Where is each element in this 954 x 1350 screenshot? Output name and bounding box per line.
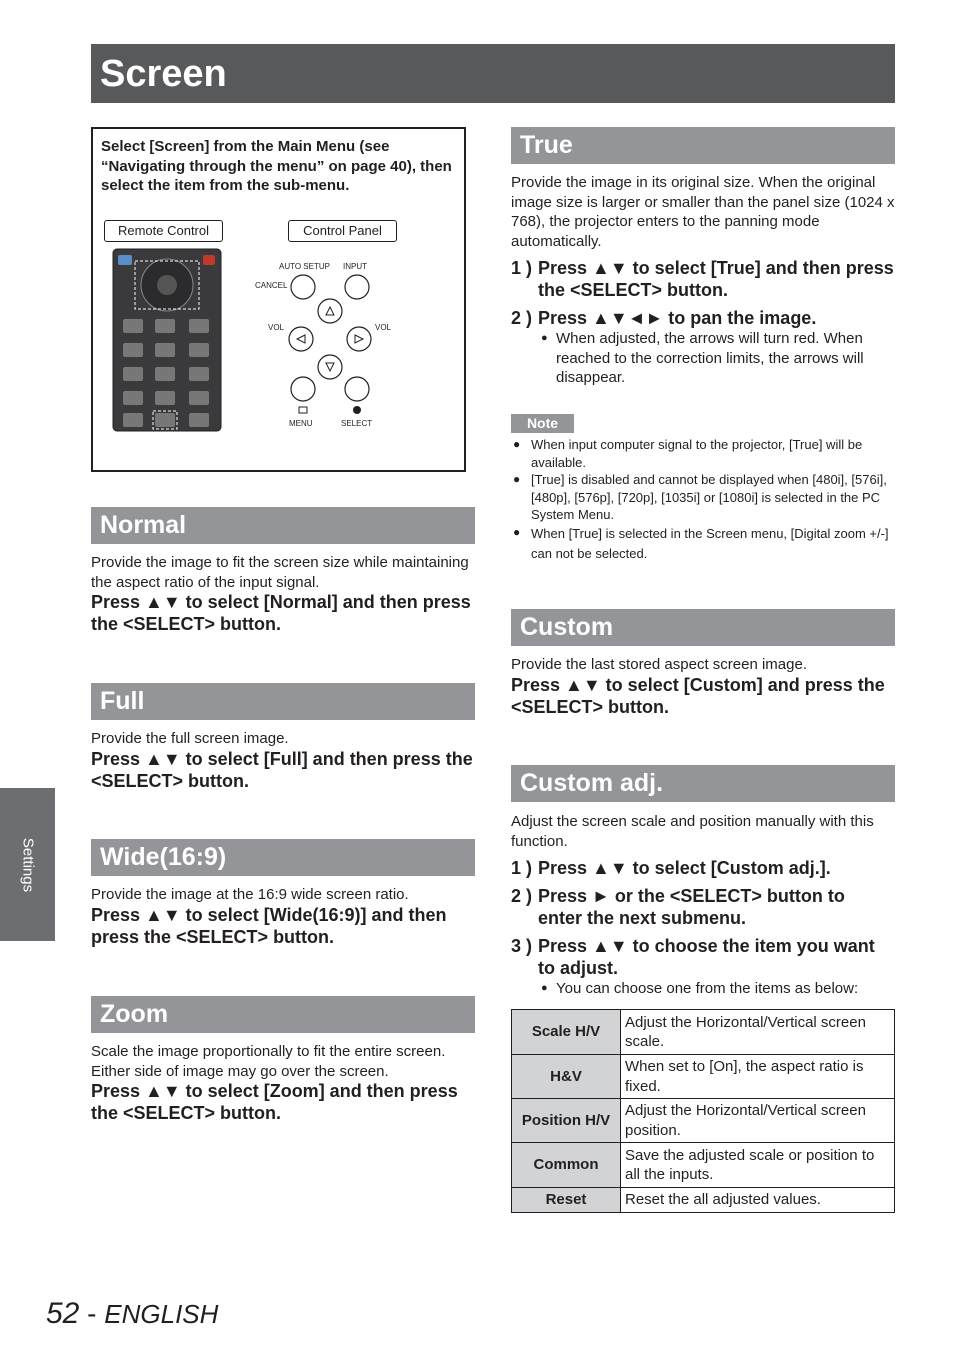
custom-description: Provide the last stored aspect screen image. xyxy=(511,656,807,673)
custom-adj-step-1 xyxy=(511,857,895,879)
note-text: [True] is disabled and cannot be displayed when [480i], [576i], [480p], [576p], [720p], [1035i] or [1080i] is selected in the PC System Menu. xyxy=(531,472,887,522)
step-number: 1 ) xyxy=(511,858,533,878)
section-custom-header xyxy=(511,609,895,646)
step-text: Press ▲▼ to select [Custom adj.]. xyxy=(538,858,831,878)
step-text: Press ▲▼ to choose the item you want to adjust. xyxy=(538,936,875,978)
section-wide-title: Wide(16:9) xyxy=(100,843,227,871)
table-item: Reset xyxy=(512,1188,621,1213)
section-custom-adj-header xyxy=(511,765,895,802)
table-desc: When set to [On], the aspect ratio is fixed. xyxy=(621,1055,895,1099)
select-label: SELECT xyxy=(341,419,373,428)
full-instruction: Press ▲▼ to select [Full] and then press the <SELECT> button. xyxy=(91,749,473,791)
menu-navigation-box xyxy=(91,127,466,472)
table-item: Scale H/V xyxy=(512,1010,621,1055)
table-item: H&V xyxy=(512,1055,621,1099)
step-text: Press ▲▼◄► to pan the image. xyxy=(538,308,817,328)
wide-instruction: Press ▲▼ to select [Wide(16:9)] and then press the <SELECT> button. xyxy=(91,905,447,947)
step-number: 1 ) xyxy=(511,258,533,278)
page-number: 52 xyxy=(46,1297,80,1330)
note-text: When [True] is selected in the Screen menu, [Digital zoom +/-] can not be selected. xyxy=(531,526,889,561)
page-title-bar xyxy=(91,44,895,103)
section-custom-title: Custom xyxy=(520,613,614,641)
table-desc: Reset the all adjusted values. xyxy=(621,1188,895,1213)
table-row xyxy=(512,1055,895,1099)
step-text: Press ▲▼ to select [True] and then press the <SELECT> button. xyxy=(538,258,894,300)
side-tab-label: Settings xyxy=(19,837,36,892)
menu-label: MENU xyxy=(289,419,313,428)
section-full-title: Full xyxy=(100,687,145,715)
section-full-header xyxy=(91,683,475,720)
remote-control-illustration xyxy=(111,247,225,433)
section-zoom-title: Zoom xyxy=(100,1000,169,1028)
remote-control-label: Remote Control xyxy=(104,220,223,242)
step-text: Press ► or the <SELECT> button to enter the next submenu. xyxy=(538,886,845,928)
step-number: 2 ) xyxy=(511,886,533,906)
page-title: Screen xyxy=(100,53,227,95)
full-description: Provide the full screen image. xyxy=(91,730,289,747)
control-panel-label: Control Panel xyxy=(288,220,397,242)
bullet-text: You can choose one from the items as below: xyxy=(556,980,859,997)
custom-adj-step-3 xyxy=(511,935,895,979)
bullet-icon: ● xyxy=(541,982,548,994)
custom-adj-step-2 xyxy=(511,885,895,929)
table-row xyxy=(512,1143,895,1188)
bullet-icon: ● xyxy=(513,472,521,486)
section-custom-adj-title: Custom adj. xyxy=(520,769,664,797)
true-step-2 xyxy=(511,307,895,329)
table-item: Position H/V xyxy=(512,1099,621,1143)
settings-side-tab xyxy=(0,788,55,941)
normal-instruction: Press ▲▼ to select [Normal] and then press the <SELECT> button. xyxy=(91,592,471,634)
table-desc: Save the adjusted scale or position to all the inputs. xyxy=(621,1143,895,1188)
footer-language: ENGLISH xyxy=(104,1299,219,1329)
bullet-icon: ● xyxy=(541,332,548,344)
section-true-header xyxy=(511,127,895,164)
section-true-title: True xyxy=(520,131,573,159)
section-normal-title: Normal xyxy=(100,511,187,539)
custom-adj-items-table xyxy=(511,1009,895,1213)
vol-minus-label: VOL xyxy=(268,323,285,332)
input-label: INPUT xyxy=(343,262,367,271)
zoom-instruction: Press ▲▼ to select [Zoom] and then press the <SELECT> button. xyxy=(91,1081,458,1123)
table-row xyxy=(512,1099,895,1143)
intro-text: Select [Screen] from the Main Menu (see “Navigating through the menu” on page 40), then select the item from the sub-menu. xyxy=(101,138,452,194)
section-wide-header xyxy=(91,839,475,876)
page-footer xyxy=(46,1294,218,1334)
vol-plus-label: VOL xyxy=(375,323,392,332)
table-desc: Adjust the Horizontal/Vertical screen position. xyxy=(621,1099,895,1143)
auto-setup-label: AUTO SETUP xyxy=(279,262,330,271)
table-desc: Adjust the Horizontal/Vertical screen scale. xyxy=(621,1010,895,1055)
zoom-description: Scale the image proportionally to fit the entire screen. Either side of image may go over the screen. xyxy=(91,1043,446,1080)
note-label: Note xyxy=(511,414,574,433)
bullet-icon: ● xyxy=(513,437,521,451)
true-description: Provide the image in its original size. When the original image size is larger or smaller than the panel size (1024 x 768), the projector enters to the panning mode automatically. xyxy=(511,174,895,250)
control-panel-illustration xyxy=(253,247,403,433)
footer-separator: - xyxy=(79,1298,105,1329)
table-row xyxy=(512,1010,895,1055)
true-step-1 xyxy=(511,257,895,301)
table-item: Common xyxy=(512,1143,621,1188)
wide-description: Provide the image at the 16:9 wide screen ratio. xyxy=(91,886,409,903)
section-zoom-header xyxy=(91,996,475,1033)
step-number: 2 ) xyxy=(511,308,533,328)
note-text: When input computer signal to the projector, [True] will be available. xyxy=(531,437,863,470)
bullet-icon: ● xyxy=(513,525,521,539)
custom-adj-description: Adjust the screen scale and position manually with this function. xyxy=(511,813,874,850)
section-normal-header xyxy=(91,507,475,544)
custom-instruction: Press ▲▼ to select [Custom] and press the <SELECT> button. xyxy=(511,675,885,717)
normal-description: Provide the image to fit the screen size while maintaining the aspect ratio of the input signal. xyxy=(91,554,469,591)
table-row xyxy=(512,1188,895,1213)
step-number: 3 ) xyxy=(511,936,533,956)
cancel-label: CANCEL xyxy=(255,281,288,290)
bullet-text: When adjusted, the arrows will turn red. When reached to the correction limits, the arrows will disappear. xyxy=(556,330,864,386)
